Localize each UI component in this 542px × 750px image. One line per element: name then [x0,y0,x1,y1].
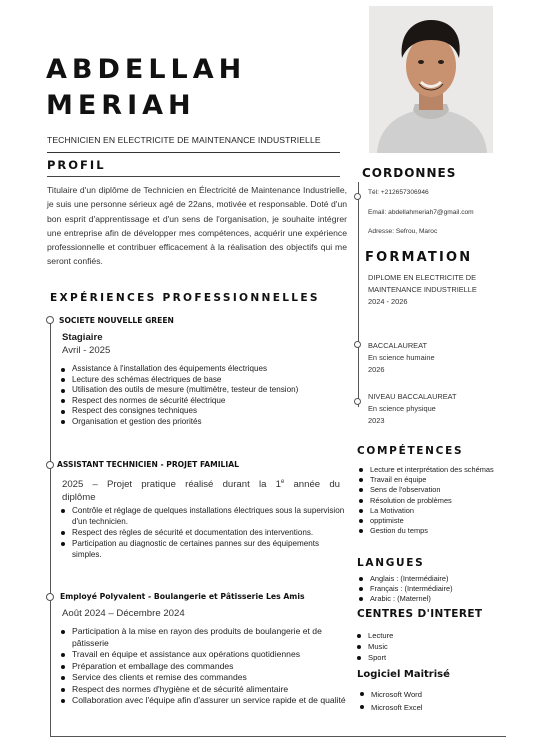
timeline-dot-icon [354,193,361,200]
exp-company: SOCIETE NOUVELLE GREEN [59,316,174,325]
list-item: Service des clients et remise des commandes [61,672,351,684]
list-item: Respect des consignes techniques [61,406,351,417]
timeline-dot-icon [354,341,361,348]
list-item: Music [357,641,497,652]
cordonnes-heading: CORDONNES [362,166,457,180]
list-item: Travail en équipe [359,475,499,485]
profil-heading: PROFIL [47,158,106,172]
competences-list [359,465,499,536]
list-item: Assistance à l'installation des équipements électriques [61,364,351,375]
list-item: Microsoft Word [360,688,500,701]
bottom-divider [50,736,506,737]
timeline-dot-icon [354,398,361,405]
list-item: Lecture des schémas électriques de base [61,375,351,386]
formation-heading: FORMATION [365,250,473,265]
exp-date: Août 2024 – Décembre 2024 [62,608,185,619]
right-timeline-line [358,182,359,407]
timeline-line [50,318,51,736]
list-item: Organisation et gestion des priorités [61,417,351,428]
interets-list [357,630,497,663]
list-item: Arabic : (Maternel) [359,594,499,604]
exp-bullets [61,364,351,428]
exp-company: ASSISTANT TECHNICIEN - PROJET FAMILIAL [57,460,239,469]
exp-bullets [61,626,351,707]
experiences-heading: EXPÉRIENCES PROFESSIONNELLES [50,292,320,304]
profil-text: Titulaire d'un diplôme de Technicien en Électricité de Maintenance Industrielle, je suis une personne sérieux agé de 22ans, motivée et responsable. Doté d'un bon esprit d'apprentissage et d'un sens de l'organisation, je souhaite intégrer une entreprise afin de développer mes compétences, acquérir une expérience professionnelle et contribuer efficacement à la réalisation des objectifs qui me seront confiés. [47,185,347,267]
list-item: La Motivation [359,506,499,516]
list-item: Utilisation des outils de mesure (multimètre, testeur de tension) [61,385,351,396]
list-item: Microsoft Excel [360,701,500,714]
contact-phone: Tél: +212657306946 [368,189,429,196]
list-item: Préparation et emballage des commandes [61,661,351,673]
formation-item: BACCALAUREAT En science humaine 2026 [368,341,435,374]
contact-address: Adresse: Sefrou, Maroc [368,228,438,235]
list-item: Participation à la mise en rayon des produits de boulangerie et de pâtisserie [61,626,351,649]
list-item: Sport [357,652,497,663]
candidate-name [46,52,246,124]
exp-company: Employé Polyvalent - Boulangerie et Pâtisserie Les Amis [60,592,305,601]
langues-list [359,574,499,605]
list-item: Sens de l'observation [359,485,499,495]
timeline-dot-icon [46,316,54,324]
list-item: Lecture et interprétation des schémas [359,465,499,475]
list-item: opptimiste [359,516,499,526]
divider [47,152,340,153]
list-item: Gestion du temps [359,526,499,536]
exp-bullets [61,505,346,560]
timeline-dot-icon [46,461,54,469]
formation-item: DIPLOME EN ELECTRICITE DE MAINTENANCE INDUSTRIELLE 2024 - 2026 [368,273,477,306]
job-title: TECHNICIEN EN ELECTRICITE DE MAINTENANCE INDUSTRIELLE [47,135,321,145]
list-item: Anglais : (Intermédiaire) [359,574,499,584]
langues-heading: LANGUES [357,557,425,569]
exp-date: 2025 – Projet pratique réalisé durant la 1e année du diplôme [62,479,340,503]
interets-heading: CENTRES D'INTERET [357,608,483,620]
first-name: ABDELLAH [46,54,247,85]
last-name: MERIAH [46,90,196,121]
list-item: Français : (Intermédiaire) [359,584,499,594]
list-item: Respect des règles de sécurité et documentation des interventions. [61,527,346,538]
list-item: Respect des normes de sécurité électrique [61,396,351,407]
list-item: Respect des normes d'hygiène et de sécurité alimentaire [61,684,351,696]
list-item: Résolution de problèmes [359,496,499,506]
formation-item: NIVEAU BACCALAUREAT En science physique 2023 [368,392,457,425]
list-item: Lecture [357,630,497,641]
list-item: Travail en équipe et assistance aux opérations quotidiennes [61,649,351,661]
contact-email: Email: abdellahmeriah7@gmail.com [368,209,474,216]
timeline-dot-icon [46,593,54,601]
logiciel-heading: Logiciel Maitrisé [357,669,450,680]
divider [47,176,340,177]
profile-photo [369,6,493,153]
exp-date: Avril - 2025 [62,345,111,356]
portrait-image [369,6,493,153]
competences-heading: COMPÉTENCES [357,445,464,457]
list-item: Collaboration avec l'équipe afin d'assurer un service rapide et de qualité [61,695,351,707]
exp-role: Stagiaire [62,332,103,343]
logiciel-list [360,688,500,714]
list-item: Participation au diagnostic de certaines pannes sur des équipements simples. [61,538,346,560]
list-item: Contrôle et réglage de quelques installations électriques sous la supervision d'un technicien. [61,505,346,527]
